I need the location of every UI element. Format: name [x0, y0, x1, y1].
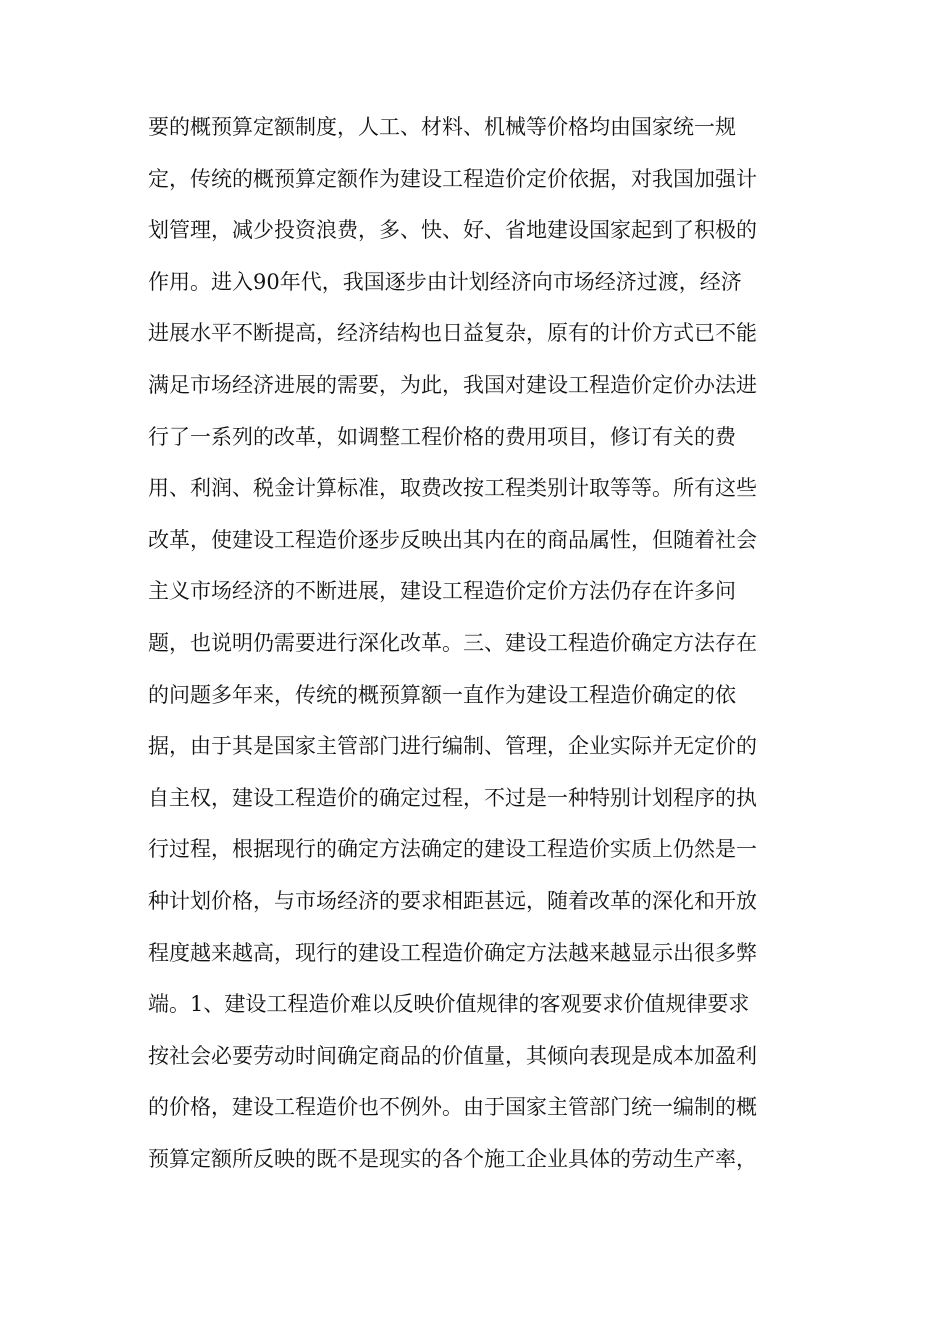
- text-line: 主义市场经济的不断进展，建设工程造价定价方法仍存在许多问: [148, 579, 736, 604]
- text-line: 划管理，减少投资浪费，多、快、好、省地建设国家起到了积极的: [148, 218, 757, 243]
- text-line: 定，传统的概预算定额作为建设工程造价定价依据，对我国加强计: [148, 166, 757, 191]
- text-line: 的价格，建设工程造价也不例外。由于国家主管部门统一编制的概: [148, 1095, 757, 1120]
- text-line: 改革，使建设工程造价逐步反映出其内在的商品属性，但随着社会: [148, 527, 757, 552]
- text-line: 要的概预算定额制度，人工、材料、机械等价格均由国家统一规: [148, 115, 736, 139]
- body-text: [148, 115, 808, 1185]
- text-line: 行了一系列的改革，如调整工程价格的费用项目，修订有关的费: [148, 424, 736, 449]
- text-line: 行过程，根据现行的确定方法确定的建设工程造价实质上仍然是一: [148, 837, 757, 862]
- text-line: 进展水平不断提高，经济结构也日益复杂，原有的计价方式已不能: [148, 321, 757, 346]
- text-line: 程度越来越高，现行的建设工程造价确定方法越来越显示出很多弊: [148, 940, 757, 965]
- text-line: 题，也说明仍需要进行深化改革。三、建设工程造价确定方法存在: [148, 630, 757, 655]
- text-line: 预算定额所反映的既不是现实的各个施工企业具体的劳动生产率，: [148, 1146, 757, 1171]
- text-line: 作用。进入90年代，我国逐步由计划经济向市场经济过渡，经济: [148, 269, 742, 294]
- text-line: 据，由于其是国家主管部门进行编制、管理，企业实际并无定价的: [148, 734, 757, 759]
- text-line: 按社会必要劳动时间确定商品的价值量，其倾向表现是成本加盈利: [148, 1043, 757, 1068]
- text-line: 满足市场经济进展的需要，为此，我国对建设工程造价定价办法进: [148, 372, 757, 397]
- text-line: 的问题多年来，传统的概预算额一直作为建设工程造价确定的依: [148, 682, 736, 707]
- text-line: 用、利润、税金计算标准，取费改按工程类别计取等等。所有这些: [148, 476, 757, 501]
- text-line: 端。1、建设工程造价难以反映价值规律的客观要求价值规律要求: [148, 992, 750, 1017]
- text-line: 自主权，建设工程造价的确定过程，不过是一种特别计划程序的执: [148, 785, 757, 810]
- text-line: 种计划价格，与市场经济的要求相距甚远，随着改革的深化和开放: [148, 888, 757, 913]
